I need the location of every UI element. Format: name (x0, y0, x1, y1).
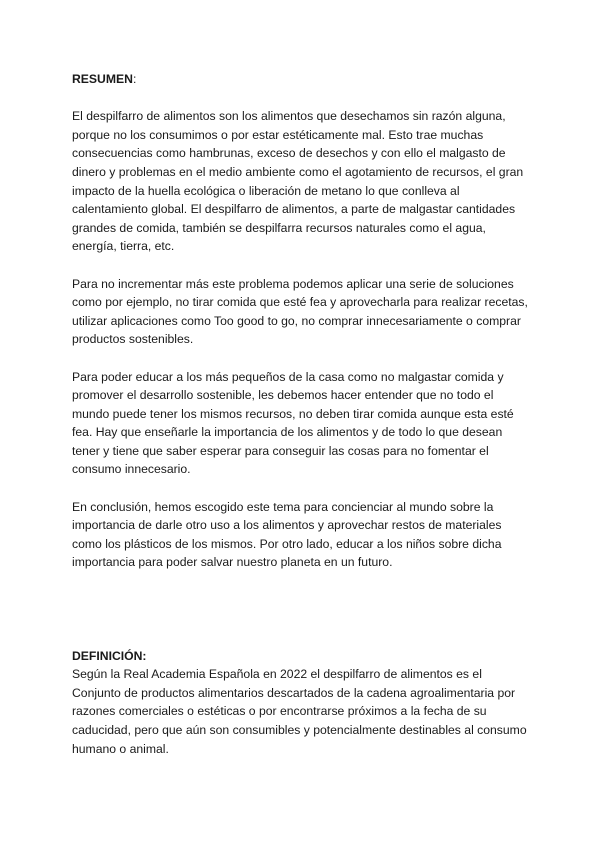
definicion-heading: DEFINICIÓN: (72, 648, 147, 663)
resumen-heading-text: RESUMEN (72, 72, 133, 86)
definicion-paragraph: Según la Real Academia Española en 2022 el despilfarro de alimentos es el Conjunto de productos alimentarios descartados de la cadena agroalimentaria por razones comerciales o estéticas o por encontrarse próximos a la fecha de su caducidad, pero que aún son consumibles y potencialmente destinables al consumo humano o animal. (72, 667, 527, 756)
resumen-heading-colon: : (132, 72, 137, 86)
resumen-heading (72, 70, 532, 89)
section-spacer (72, 591, 532, 647)
resumen-paragraph-3: Para poder educar a los más pequeños de la casa como no malgastar comida y promover el desarrollo sostenible, les debemos hacer entender que no todo el mundo puede tener los mismos recursos, no deben tirar comida aunque esta esté fea. Hay que enseñarle la importancia de los alimentos y de todo lo que desean tener y tiene que saber esperar para conseguir las cosas para no fomentar el consumo innecesario. (72, 369, 514, 477)
resumen-paragraph-2: Para no incrementar más este problema podemos aplicar una serie de soluciones como por ejemplo, no tirar comida que esté fea y aprovecharla para realizar recetas, utilizar aplicaciones como Too good to go, no comprar innecesariamente o comprar productos sostenibles. (72, 276, 528, 347)
resumen-paragraph-4: En conclusión, hemos escogido este tema para concienciar al mundo sobre la importancia de darle otro uso a los alimentos y aprovechar restos de materiales como los plásticos de los mismos. Por otro lado, educar a los niños sobre dicha importancia para poder salvar nuestro planeta en un futuro. (72, 499, 502, 570)
resumen-paragraph-1: El despilfarro de alimentos son los alimentos que desechamos sin razón alguna, porque no los consumimos o por estar estéticamente mal. Esto trae muchas consecuencias como hambrunas, exceso de desechos y con ello el malgasto de dinero y problemas en el medio ambiente como el agotamiento de recursos, el gran impacto de la huella ecológica o liberación de metano lo que conlleva al calentamiento global. El despilfarro de alimentos, a parte de malgastar cantidades grandes de comida, también se despilfarra recursos naturales como el agua, energía, tierra, etc. (72, 109, 524, 254)
document-body (72, 70, 532, 777)
